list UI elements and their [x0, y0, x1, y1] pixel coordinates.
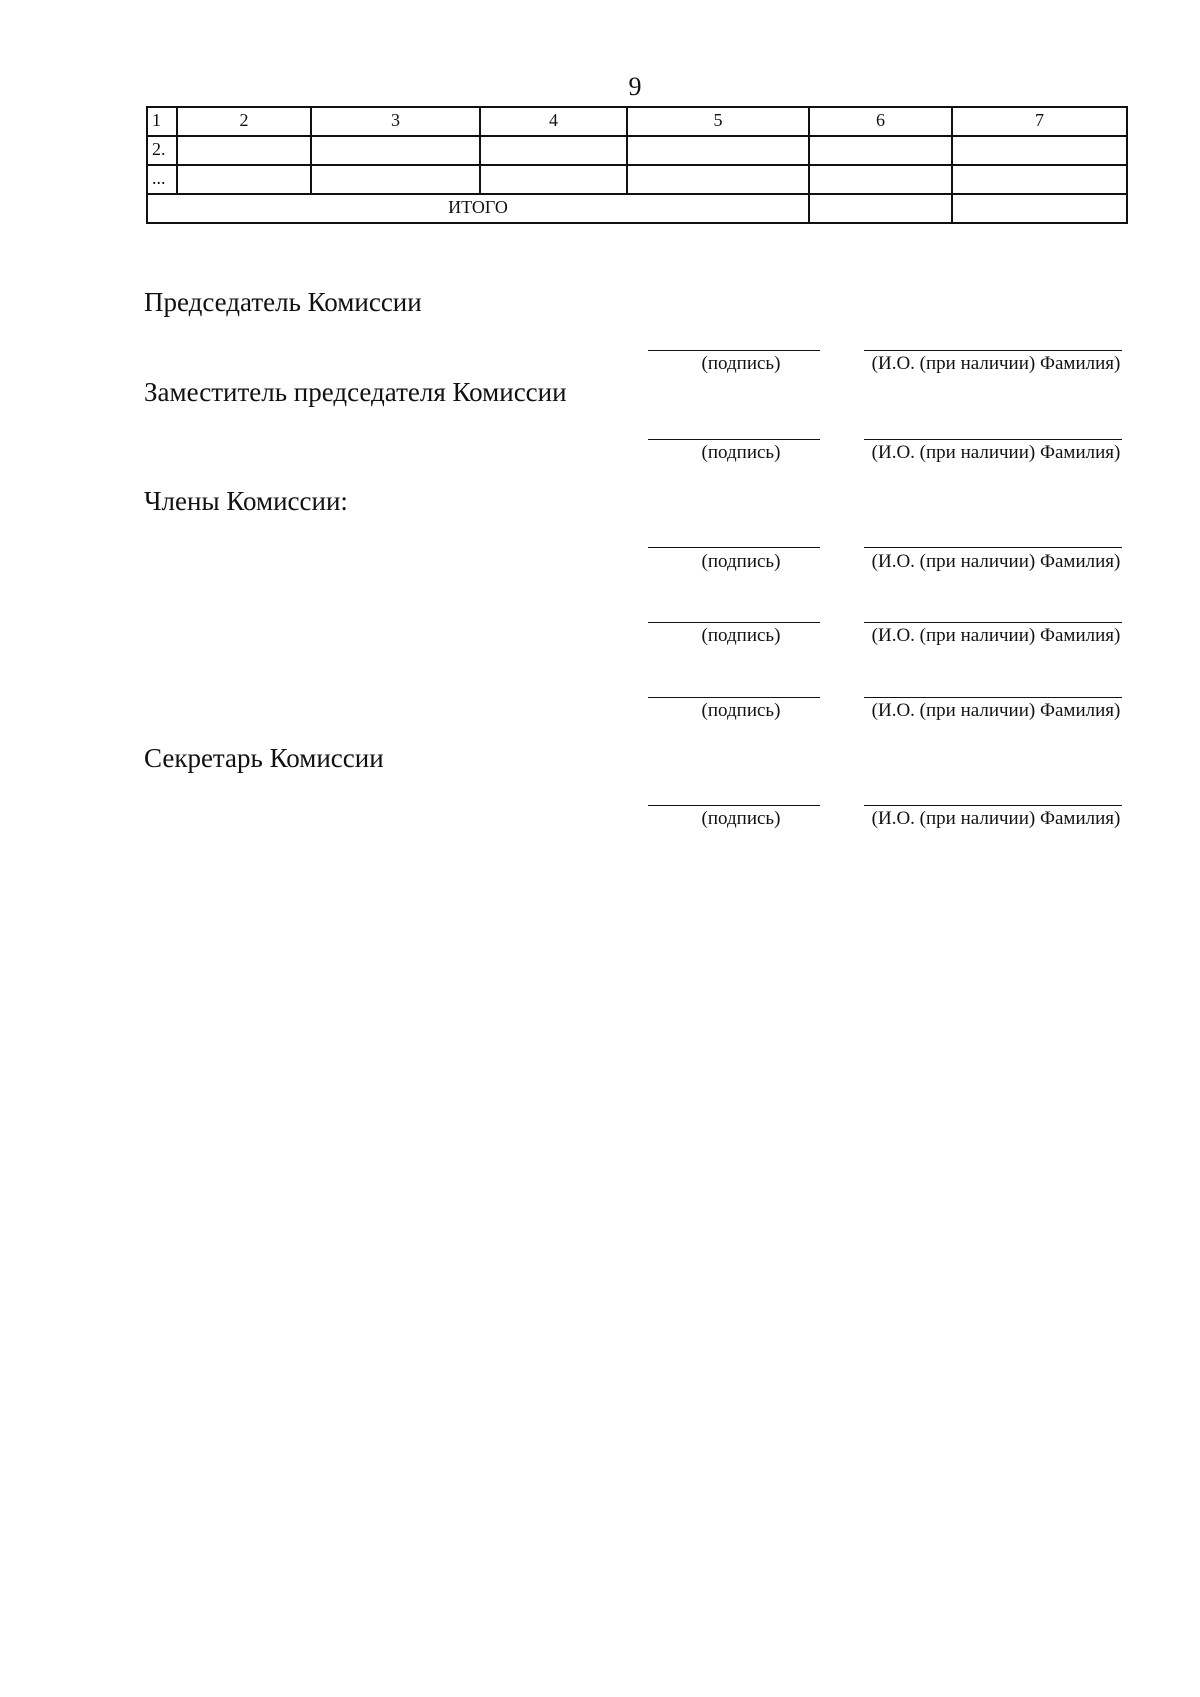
name-caption: (И.О. (при наличии) Фамилия): [871, 808, 1121, 829]
signature-caption: (подпись): [701, 625, 781, 646]
table-total-row: [147, 194, 1127, 223]
table-cell: [952, 165, 1127, 194]
signature-line: [648, 439, 820, 440]
table-row: [147, 136, 1127, 165]
table-cell: 2.: [147, 136, 177, 165]
table-row: [147, 165, 1127, 194]
signature-caption: (подпись): [701, 700, 781, 721]
page-number: 9: [628, 72, 642, 101]
table-cell: [627, 165, 809, 194]
table-header-cell: 7: [952, 107, 1127, 136]
signature-line: [648, 622, 820, 623]
table-header-row: [147, 107, 1127, 136]
table-cell: [809, 136, 952, 165]
table-cell: [952, 136, 1127, 165]
table-header-cell: 4: [480, 107, 627, 136]
name-caption: (И.О. (при наличии) Фамилия): [871, 700, 1121, 721]
signature-caption: (подпись): [701, 442, 781, 463]
table-cell: ...: [147, 165, 177, 194]
name-caption: (И.О. (при наличии) Фамилия): [871, 625, 1121, 646]
signature-line: [648, 547, 820, 548]
table-cell: [177, 136, 311, 165]
table-cell: [809, 194, 952, 223]
name-line: [864, 350, 1122, 351]
table-cell: [480, 165, 627, 194]
table-header-cell: 1: [147, 107, 177, 136]
signature-caption: (подпись): [701, 551, 781, 572]
role-deputy: Заместитель председателя Комиссии: [144, 377, 567, 407]
name-line: [864, 805, 1122, 806]
name-line: [864, 547, 1122, 548]
signature-caption: (подпись): [701, 808, 781, 829]
signature-line: [648, 697, 820, 698]
table-cell: [627, 136, 809, 165]
total-label: ИТОГО: [147, 194, 809, 223]
role-members: Члены Комиссии:: [144, 486, 348, 516]
table-header-cell: 3: [311, 107, 480, 136]
signature-caption: (подпись): [701, 353, 781, 374]
table-cell: [809, 165, 952, 194]
table-header-cell: 6: [809, 107, 952, 136]
name-caption: (И.О. (при наличии) Фамилия): [871, 551, 1121, 572]
name-line: [864, 622, 1122, 623]
table-cell: [311, 136, 480, 165]
table-cell: [177, 165, 311, 194]
role-secretary: Секретарь Комиссии: [144, 743, 384, 773]
name-caption: (И.О. (при наличии) Фамилия): [871, 442, 1121, 463]
summary-table: [146, 106, 1128, 224]
name-line: [864, 439, 1122, 440]
table-header-cell: 5: [627, 107, 809, 136]
name-line: [864, 697, 1122, 698]
table-cell: [311, 165, 480, 194]
signature-line: [648, 805, 820, 806]
table-header-cell: 2: [177, 107, 311, 136]
signature-line: [648, 350, 820, 351]
table-cell: [952, 194, 1127, 223]
table-cell: [480, 136, 627, 165]
role-chair: Председатель Комиссии: [144, 287, 422, 317]
name-caption: (И.О. (при наличии) Фамилия): [871, 353, 1121, 374]
